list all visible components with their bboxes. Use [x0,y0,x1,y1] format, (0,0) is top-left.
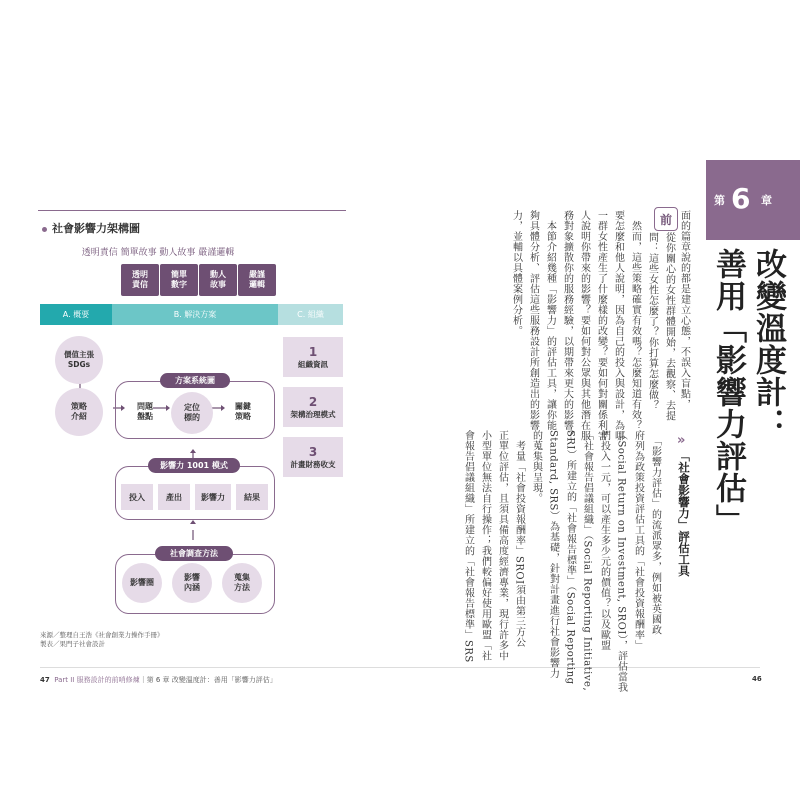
chapter-title-line2: 善用「影響力評估」 [710,248,746,536]
strategy-node: 策略 介紹 [55,388,103,436]
org-item-2 [283,387,343,427]
survey-method-header: 社會調查方法 [155,546,233,561]
impact-1001-header: 影響力 1001 模式 [148,458,240,473]
org-item-1-number: 1 [308,344,318,359]
body-col-11: 力，並輔以具體案例分析。 [510,210,522,336]
section-col-5: 「社會報告倡議組織」（Social Reporting Initiative, [581,430,593,692]
running-head-chapter: ｜第 6 章 改變溫度計：善用「影響力評估」 [139,676,277,684]
section-title: 「社會影響力」評估工具 [677,450,691,577]
org-item-3-label: 計畫財務收支 [290,459,336,469]
source-note [40,631,164,650]
org-item-2-label: 架構治理模式 [290,409,336,419]
diagram-title-text: 社會影響力架構圖 [52,222,140,235]
running-head-part: Part II 服務設計的前哨修煉 [54,676,140,684]
body-col-2: 從你關心的女性群體開始，去觀察、去提 [663,232,675,421]
impact-content-node: 影響 內涵 [172,563,212,603]
org-item-3 [283,437,343,477]
body-col-8: 務對象擴散你的服務經驗，以期帶來更大的影響？ [561,210,573,441]
chapter-title-line1: 改變溫度計： [750,248,786,440]
footer-rule [40,667,760,668]
chapter-tab [706,160,800,240]
band-c: C. 組織 [278,304,343,325]
chapter-label-post: 章 [761,194,772,207]
right-footer [752,675,762,683]
section-col-8: 的蒐集與呈現。 [530,430,542,504]
value-proposition-node: 價值主張 SDGs [55,336,103,384]
problem-inventory-node: 問題 盤點 [137,401,153,421]
left-page-number: 47 [40,676,50,684]
org-item-1 [283,337,343,377]
tag-simple-numbers: 簡單 數字 [160,264,198,296]
org-item-2-number: 2 [308,394,318,409]
chapter-number: 6 [731,182,751,215]
impact-circle-node: 影響圈 [122,563,162,603]
section-col-1: 「影響力評估」的流派眾多，例如被英國政 [649,430,661,635]
section-col-7: Standard, SRS）為基礎，針對計畫進行社會影響力 [547,430,559,679]
org-item-1-label: 組織資訊 [298,359,328,369]
section-col-4: 們投入一元，可以產生多少元的價值？以及歐盟 [598,430,610,651]
body-col-7: 人說明你帶來的影響？要如何對公眾與其他潛在服 [578,210,590,441]
body-col-1: 面的篇章說的都是建立心態，不誤入盲點， [678,210,690,410]
section-col-3: （Social Return on Investment, SROI），評估當我 [615,430,627,693]
output-box: 產出 [158,484,190,510]
tag-transparency: 透明 責信 [121,264,159,296]
tag-moving-story: 動人 故事 [199,264,237,296]
body-col-3: 問：這些女性怎麼了？你打算怎麼做？ [646,232,658,411]
outcome-box: 結果 [236,484,268,510]
section-col-9: 考量「社會投資報酬率」SROI須由第三方公 [513,430,525,648]
diagram-subtitle: 透明責信 簡單故事 動人故事 嚴謹邏輯 [81,248,235,258]
body-col-5: 要怎麼和他人說明，因為自己的投入與設計，為哪 [612,210,624,441]
section-col-10: 正單位評估，且須具備高度經濟專業，現行許多中 [496,430,508,661]
drop-cap: 前 [654,207,678,231]
section-col-11: 小型單位無法自行操作；我們較偏好使用歐盟「社 [479,430,491,661]
drawing-credit-line: 製表／果門子社會設計 [40,640,105,649]
body-col-4: 然而，這些策略確實有效嗎？怎麼知道有效？ [629,210,641,431]
left-footer [40,675,277,685]
section-col-2: 府列為政策投資評估工具的「社會投資報酬率」 [632,430,644,651]
section-col-12: 會報告倡議組織」所建立的「社會報告標準」SRS [462,430,474,663]
right-page-number: 46 [752,675,762,683]
band-a: A. 概要 [40,304,112,325]
chapter-label-pre: 第 [714,194,725,207]
section-chevron-icon: » [677,433,686,448]
org-item-3-number: 3 [308,444,318,459]
impact-box: 影響力 [195,484,231,510]
body-col-9: 本節介紹幾種「影響力」的評估工具，讓你能 [544,210,556,431]
body-col-10: 夠具體分析、評估這些服務設計所創造出的影響 [527,210,539,431]
key-strategy-node: 關鍵 策略 [235,401,251,421]
source-line: 來源／整理自王浩《社會創業力操作手冊》 [40,631,164,639]
positioning-node: 定位 標的 [171,392,213,434]
tag-rigorous-logic: 嚴謹 邏輯 [238,264,276,296]
collection-method-node: 蒐集 方法 [222,563,262,603]
body-col-6: 一群女性產生了什麼樣的改變？要如何對關係利害 [595,210,607,441]
section-col-6: SRI）所建立的「社會報告標準」（Social Reporting [564,430,576,685]
system-diagram-header: 方案系統圖 [160,373,230,388]
band-b: B. 解決方案 [112,304,278,325]
input-box: 投入 [121,484,153,510]
